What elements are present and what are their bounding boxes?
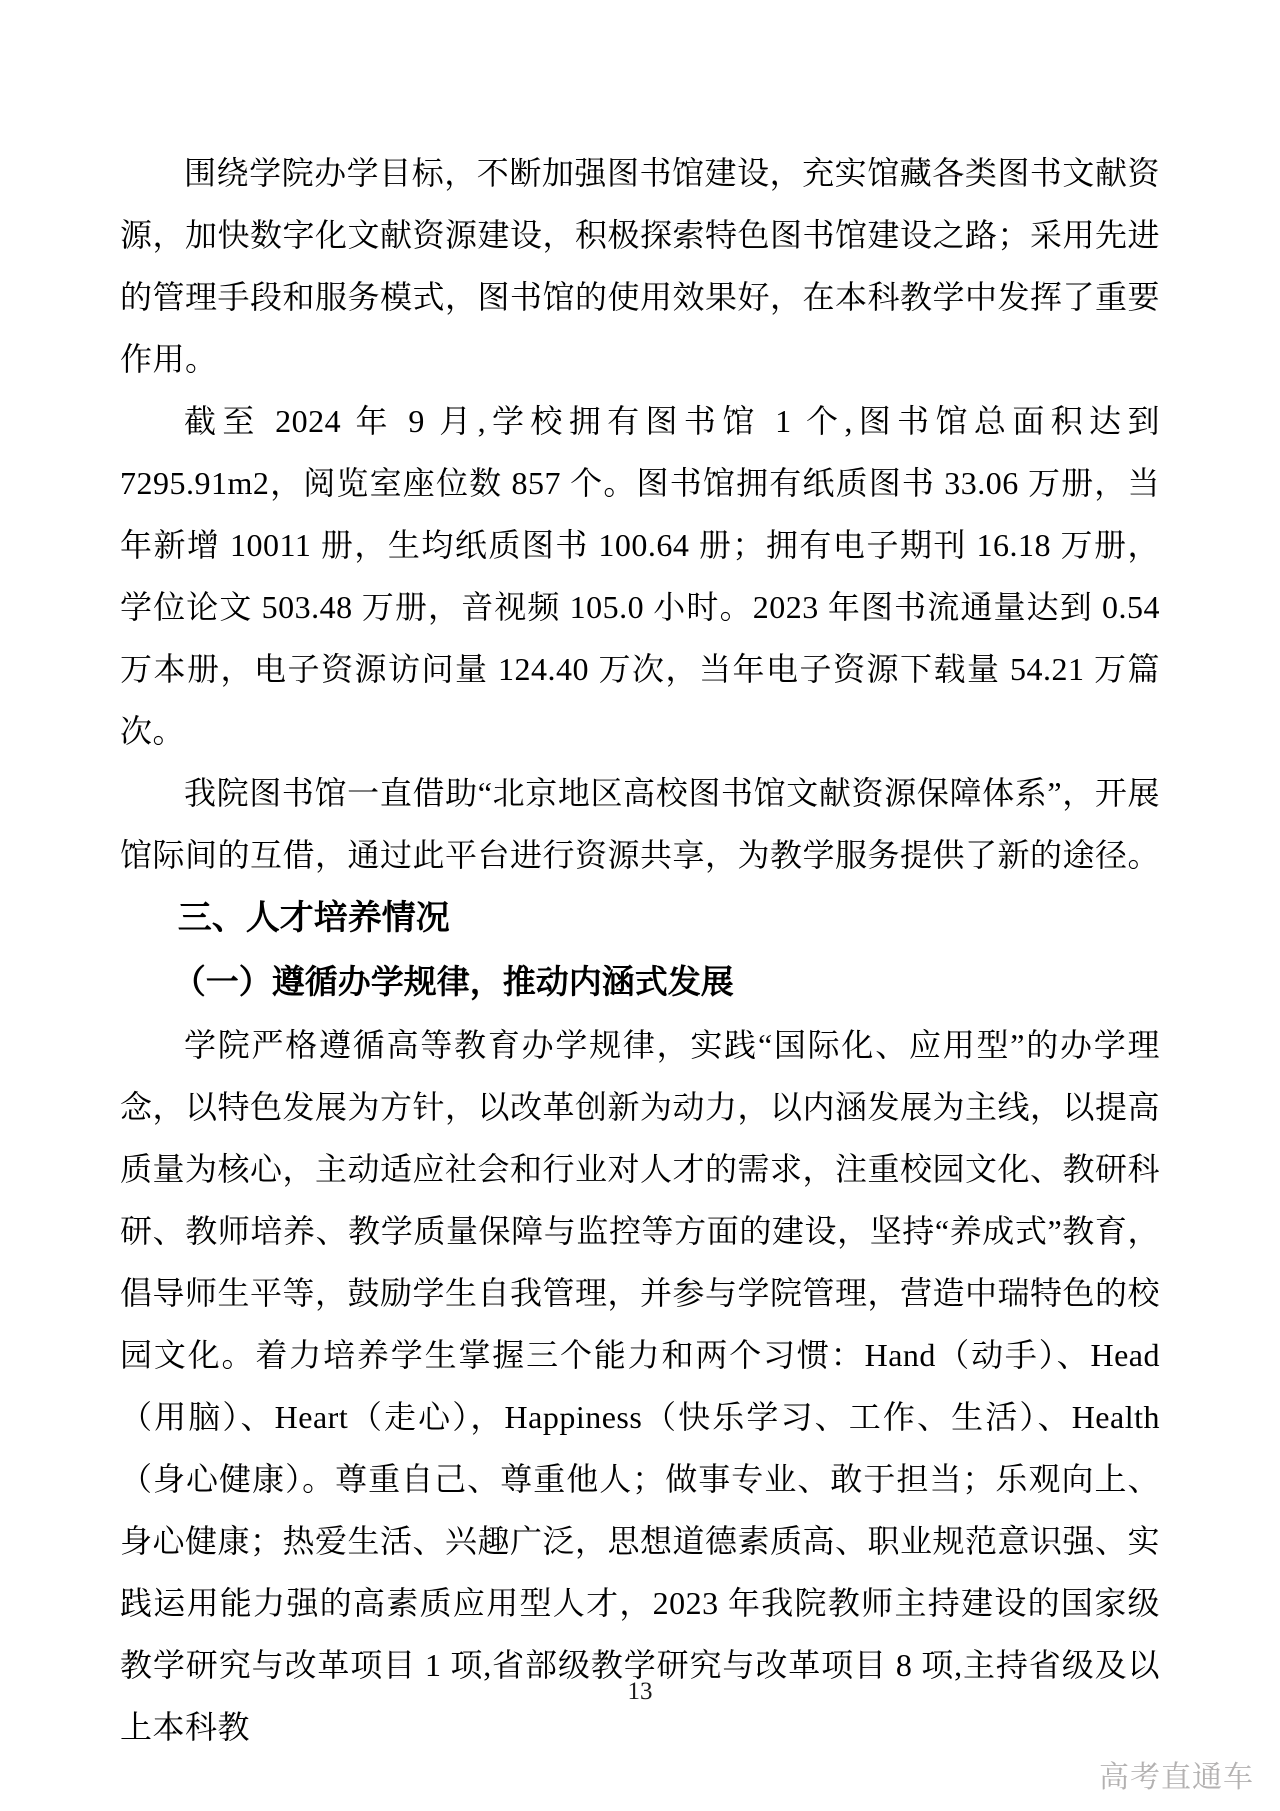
document-body xyxy=(120,142,1160,1758)
paragraph-education-philosophy: 学院严格遵循高等教育办学规律，实践“国际化、应用型”的办学理念，以特色发展为方针，以改革创新为动力，以内涵发展为主线，以提高质量为核心，主动适应社会和行业对人才的需求，注重校园文化、教研科研、教师培养、教学质量保障与监控等方面的建设，坚持“养成式”教育，倡导师生平等，鼓励学生自我管理，并参与学院管理，营造中瑞特色的校园文化。着力培养学生掌握三个能力和两个习惯：Hand（动手）、Head（用脑）、Heart（走心），Happiness（快乐学习、工作、生活）、Health（身心健康）。尊重自己、尊重他人；做事专业、敢于担当；乐观向上、身心健康；热爱生活、兴趣广泛，思想道德素质高、职业规范意识强、实践运用能力强的高素质应用型人才，2023 年我院教师主持建设的国家级教学研究与改革项目 1 项,省部级教学研究与改革项目 8 项,主持省级及以上本科教 xyxy=(120,1027,1161,1745)
paragraph-library-statistics: 截至 2024 年 9 月,学校拥有图书馆 1 个,图书馆总面积达到 7295.91m2，阅览室座位数 857 个。图书馆拥有纸质图书 33.06 万册，当年新增 10011 册，生均纸质图书 100.64 册；拥有电子期刊 16.18 万册，学位论文 503.48 万册，音视频 105.0 小时。2023 年图书流通量达到 0.54 万本册，电子资源访问量 124.40 万次，当年电子资源下载量 54.21 万篇次。 xyxy=(120,403,1160,749)
section-heading-talent-cultivation: 三、人才培养情况 xyxy=(177,899,450,937)
watermark-gaokao-zhitongche: 高考直通车 xyxy=(1099,1761,1254,1794)
page-number: 13 xyxy=(627,1678,653,1705)
subsection-heading-school-running-rules: （一）遵循办学规律，推动内涵式发展 xyxy=(172,963,734,1000)
paragraph-library-consortium: 我院图书馆一直借助“北京地区高校图书馆文献资源保障体系”，开展馆际间的互借，通过此平台进行资源共享，为教学服务提供了新的途径。 xyxy=(120,775,1161,873)
paragraph-library-construction: 围绕学院办学目标，不断加强图书馆建设，充实馆藏各类图书文献资源，加快数字化文献资源建设，积极探索特色图书馆建设之路；采用先进的管理手段和服务模式，图书馆的使用效果好，在本科教学中发挥了重要作用。 xyxy=(120,155,1161,377)
